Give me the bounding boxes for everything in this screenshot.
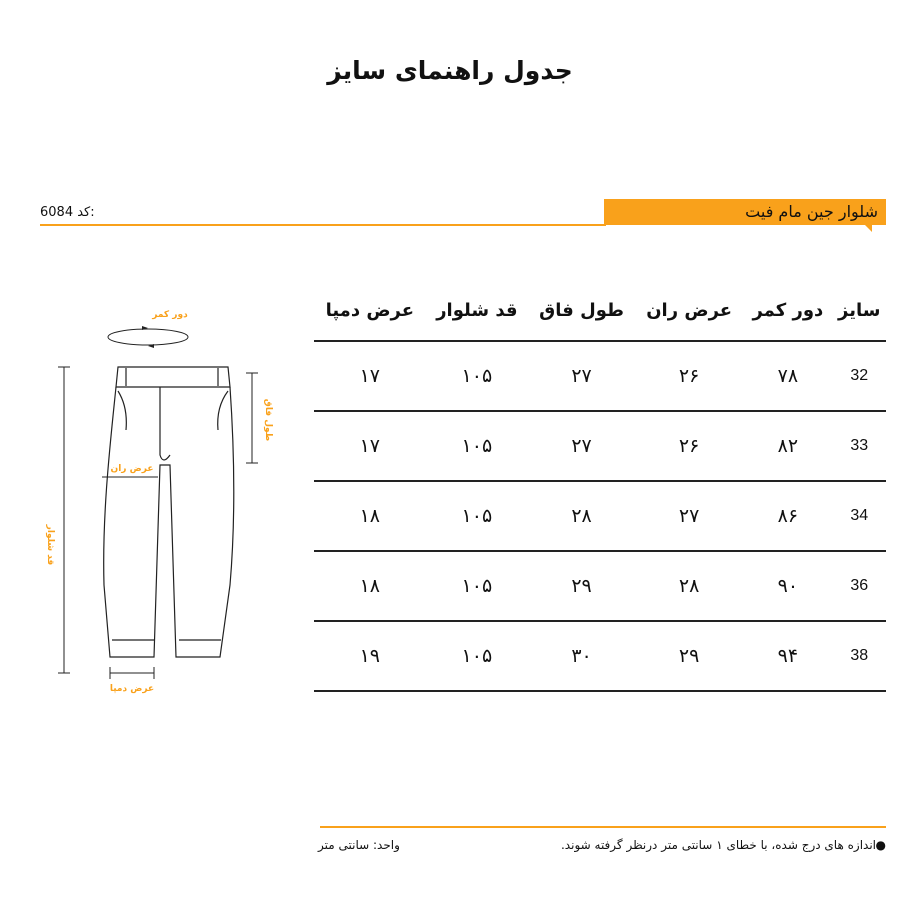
rise-label: طول فاق (263, 398, 273, 442)
page-title: جدول راهنمای سایز (327, 56, 573, 85)
table-row (314, 341, 886, 411)
cell-waist: ۸۶ (743, 481, 832, 551)
cell-rise: ۲۷ (528, 411, 635, 481)
product-code-label: کد: (77, 205, 95, 220)
footer-divider (320, 826, 886, 828)
cell-size: 38 (833, 621, 886, 691)
cell-waist: ۹۴ (743, 621, 832, 691)
rise-measure-arrow (246, 373, 258, 463)
size-table (314, 280, 886, 692)
header-length: قد شلوار (426, 280, 529, 341)
cell-thigh: ۲۹ (635, 621, 743, 691)
cell-length: ۱۰۵ (426, 411, 529, 481)
waist-label: دور کمر (152, 310, 188, 320)
table-row (314, 411, 886, 481)
cell-size: 36 (833, 551, 886, 621)
table-row (314, 551, 886, 621)
length-label: قد شلوار (45, 524, 55, 566)
header-hem: عرض دمپا (314, 280, 426, 341)
cell-size: 33 (833, 411, 886, 481)
cell-thigh: ۲۸ (635, 551, 743, 621)
header-waist: دور کمر (743, 280, 832, 341)
hem-measure-arrow (110, 667, 154, 679)
waist-measure-arrow (108, 326, 188, 348)
measurement-note: اندازه های درج شده، با خطای ۱ سانتی متر درنظر گرفته شوند. (560, 838, 876, 852)
cell-hem: ۱۸ (314, 481, 426, 551)
table-header-row (314, 280, 886, 341)
length-measure-arrow (58, 367, 70, 673)
cell-length: ۱۰۵ (426, 621, 529, 691)
product-name: شلوار جین مام فیت (745, 202, 878, 221)
cell-waist: ۹۰ (743, 551, 832, 621)
pants-measurement-diagram (30, 295, 290, 705)
cell-length: ۱۰۵ (426, 341, 529, 411)
cell-thigh: ۲۷ (635, 481, 743, 551)
cell-length: ۱۰۵ (426, 481, 529, 551)
cell-hem: ۱۸ (314, 551, 426, 621)
header-thigh: عرض ران (635, 280, 743, 341)
cell-rise: ۲۷ (528, 341, 635, 411)
cell-size: 32 (833, 341, 886, 411)
cell-waist: ۸۲ (743, 411, 832, 481)
cell-hem: ۱۷ (314, 411, 426, 481)
table-row (314, 481, 886, 551)
product-code (40, 205, 95, 220)
hem-label: عرض دمپا (109, 684, 155, 694)
banner-notch (864, 224, 872, 232)
table-row (314, 621, 886, 691)
cell-hem: ۱۷ (314, 341, 426, 411)
cell-waist: ۷۸ (743, 341, 832, 411)
thigh-label: عرض ران (110, 464, 154, 474)
cell-rise: ۳۰ (528, 621, 635, 691)
cell-thigh: ۲۶ (635, 411, 743, 481)
cell-length: ۱۰۵ (426, 551, 529, 621)
cell-rise: ۲۹ (528, 551, 635, 621)
header-rise: طول فاق (528, 280, 635, 341)
note-bullet-icon: ● (875, 838, 886, 852)
header-divider (40, 224, 606, 226)
cell-hem: ۱۹ (314, 621, 426, 691)
product-code-value: 6084 (40, 205, 74, 220)
header-size: سایز (833, 280, 886, 341)
cell-thigh: ۲۶ (635, 341, 743, 411)
unit-label: واحد: سانتی متر (318, 838, 400, 852)
pants-outline (104, 367, 234, 657)
cell-rise: ۲۸ (528, 481, 635, 551)
cell-size: 34 (833, 481, 886, 551)
